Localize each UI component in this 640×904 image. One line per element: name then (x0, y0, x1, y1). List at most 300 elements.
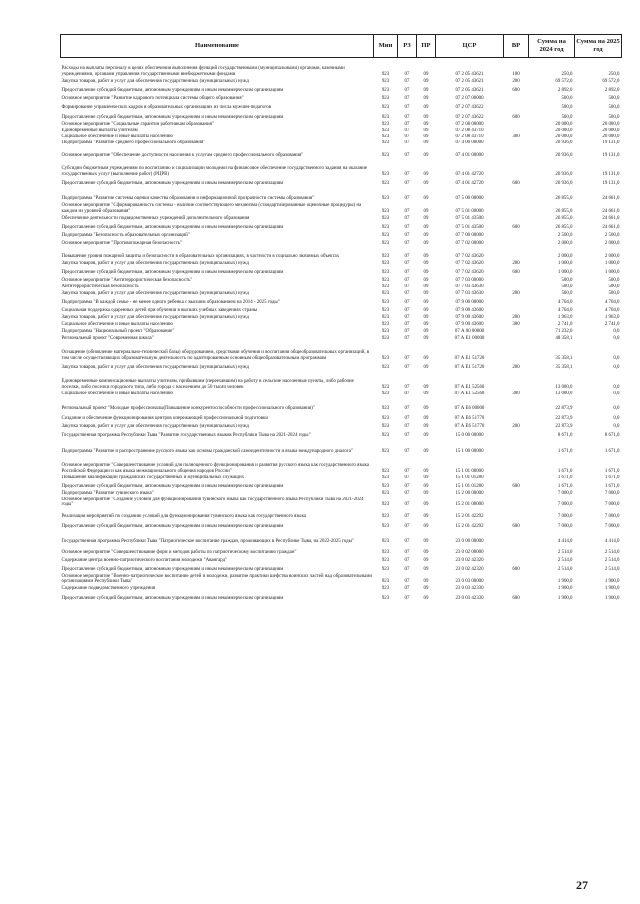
row-vr (504, 239, 529, 247)
row-sum-2024: 20 936,0 (555, 171, 573, 177)
header-csr: ЦСР (436, 35, 504, 58)
table-row (61, 397, 622, 412)
row-sum-2025: 4 704,0 (604, 307, 620, 313)
row-sum-2024: 1 900,0 (557, 596, 573, 602)
row-csr: 07 А 00 00000 (454, 328, 485, 334)
row-vr (504, 585, 529, 592)
row-csr: 07 7 03 43630 (455, 290, 484, 296)
row-vr (504, 335, 529, 342)
row-min: 923 (381, 240, 390, 246)
row-rz: 07 (404, 71, 410, 77)
table-row (61, 159, 622, 178)
row-rz: 07 (404, 95, 410, 101)
row-pr: 09 (423, 208, 429, 214)
row-csr: 07 7 02 43620 (455, 253, 484, 259)
row-sum-2024: 22 873,9 (555, 405, 573, 411)
row-sum-2024: 20 000,0 (555, 133, 573, 139)
row-csr: 07 4 01 00000 (455, 152, 484, 158)
row-sum-2025: 1 963,0 (604, 314, 620, 320)
row-rz: 07 (404, 539, 410, 545)
row-vr (504, 497, 529, 508)
row-sum-2025: 24 661,0 (602, 224, 620, 230)
row-min: 923 (381, 215, 390, 221)
table-row (61, 260, 622, 267)
row-rz: 07 (404, 133, 410, 139)
row-vr (504, 342, 529, 362)
row-csr: 07 А Е1 00000 (454, 335, 485, 341)
row-name: Закупка товаров, работ и услуг для обеспечения государственных (муниципальных) нужд (61, 423, 249, 429)
row-name: Основное мероприятие "Совершенствование условий для полноценного функционирования и развития русского языка как государственного языка Российской Федерации и как языка межнационального общения народов России" (61, 463, 369, 474)
row-sum-2025: 24 661,0 (602, 215, 620, 221)
row-name: Предоставление субсидий бюджетным, автономным учреждениям и иным некоммерческим организациям (61, 269, 284, 275)
table-row (61, 564, 622, 573)
row-csr: 23 0 03 00000 (455, 579, 484, 585)
row-sum-2025: 4 414,0 (604, 539, 620, 545)
row-pr: 09 (423, 127, 429, 133)
row-csr: 07 А Е6 51770 (454, 415, 485, 421)
row-csr: 23 0 02 00000 (455, 550, 484, 556)
row-sum-2024: 2 892,0 (557, 87, 573, 93)
table-row (61, 556, 622, 564)
row-rz: 07 (404, 127, 410, 133)
table-row (61, 439, 622, 455)
row-min: 923 (381, 423, 390, 429)
row-sum-2024: 1 000,0 (557, 260, 573, 266)
row-min: 923 (381, 307, 390, 313)
row-csr: 15 1 01 01280 (455, 483, 484, 489)
row-pr: 09 (423, 224, 429, 230)
row-pr: 09 (423, 490, 429, 496)
row-vr (504, 215, 529, 222)
row-sum-2024: 26 855,0 (555, 224, 573, 230)
row-min: 923 (381, 139, 390, 145)
header-vr: ВР (504, 35, 529, 58)
header-pr: ПР (417, 35, 436, 58)
row-sum-2025: 2 000,0 (604, 253, 620, 259)
row-name: Формирование управленческих кадров в образовательных организациях из числа мужчин-педагогов (61, 104, 272, 110)
row-sum-2025: 0,0 (613, 384, 620, 390)
row-vr (504, 530, 529, 545)
row-vr: 200 (512, 290, 520, 296)
row-name: Предоставление субсидий бюджетным, автономным учреждениям и иным некоммерческим организациям (61, 224, 284, 230)
table-row (61, 85, 622, 94)
header-rz: РЗ (398, 35, 417, 58)
row-vr (504, 94, 529, 102)
row-vr: 600 (512, 224, 520, 230)
table-row (61, 290, 622, 297)
row-vr (504, 276, 529, 284)
table-row (61, 178, 622, 187)
table-row (61, 362, 622, 371)
row-sum-2024: 1 900,0 (557, 586, 573, 592)
row-sum-2024: 7 000,0 (557, 502, 573, 508)
row-name: Содержание подведомственного учреждения (61, 586, 156, 592)
row-rz: 07 (404, 483, 410, 489)
row-vr (504, 455, 529, 475)
row-sum-2024: 1 671,0 (557, 468, 573, 474)
row-vr: 600 (512, 87, 520, 93)
row-csr: 15 2 01 42292 (455, 514, 484, 520)
row-vr: 200 (512, 364, 520, 370)
row-sum-2025: 69 572,0 (602, 78, 620, 84)
row-sum-2025: 19 131,0 (602, 152, 620, 158)
row-pr: 09 (423, 384, 429, 390)
row-csr: 07 2 05 43621 (455, 78, 484, 84)
row-rz: 07 (404, 384, 410, 390)
table-row (61, 328, 622, 335)
row-rz: 07 (404, 195, 410, 201)
row-vr (504, 545, 529, 556)
table-row (61, 111, 622, 121)
header-min: Мин (374, 35, 398, 58)
table-row (61, 530, 622, 545)
row-name: Основное мероприятие "Противопожарная безопасность" (61, 240, 183, 246)
row-sum-2025: 500,0 (608, 104, 620, 110)
row-csr: 07 А Е1 51720 (454, 364, 485, 370)
row-min: 923 (381, 71, 390, 77)
row-name: Субсидии бюджетным учреждениям по воспитанию и социализации молодежи на финансовое обеспечение государственного задания на оказание государственных услуг (выполнение работ) (РЦРВ) (61, 166, 368, 177)
row-sum-2024: 26 855,0 (555, 215, 573, 221)
row-sum-2024: 69 572,0 (555, 78, 573, 84)
row-sum-2024: 2 514,0 (557, 558, 573, 564)
row-pr: 09 (423, 364, 429, 370)
row-min: 923 (381, 180, 390, 186)
row-sum-2024: 7 000,0 (557, 490, 573, 496)
row-name: Государственная программа Республики Тыва "Развитие государственных языков Республики Тыва на 2021-2024 годы" (61, 432, 311, 438)
row-min: 923 (381, 586, 390, 592)
row-rz: 07 (404, 502, 410, 508)
row-pr: 09 (423, 121, 429, 127)
row-rz: 07 (404, 152, 410, 158)
row-csr: 07 2 05 43621 (455, 71, 484, 77)
budget-table (60, 34, 622, 602)
row-rz: 07 (404, 180, 410, 186)
row-csr: 07 4 00 00000 (455, 139, 484, 145)
row-sum-2024: 20 000,0 (555, 127, 573, 133)
row-rz: 07 (404, 390, 410, 396)
row-sum-2024: 7 000,0 (557, 524, 573, 530)
table-row (61, 455, 622, 475)
row-csr: 07 А Е6 00000 (454, 405, 485, 411)
row-vr (504, 412, 529, 422)
row-csr: 07 7 03 00000 (455, 277, 484, 283)
row-vr: 200 (512, 260, 520, 266)
row-name: Обеспечение деятельности подведомственных учреждений дополнительного образования (61, 215, 250, 221)
row-sum-2024: 20 936,0 (555, 139, 573, 145)
row-rz: 07 (404, 524, 410, 530)
row-csr: 15 1 01 00000 (455, 468, 484, 474)
table-row (61, 545, 622, 556)
row-vr: 300 (512, 321, 520, 327)
row-sum-2025: 1 000,0 (604, 269, 620, 275)
row-vr (504, 556, 529, 564)
row-min: 923 (381, 283, 390, 289)
row-rz: 07 (404, 78, 410, 84)
row-sum-2025: 0,0 (613, 423, 620, 429)
header-name: Наименование (61, 35, 374, 58)
row-name: Предоставление субсидий бюджетным, автономным учреждениям и иным некоммерческим организациям (61, 483, 284, 489)
row-pr: 09 (423, 502, 429, 508)
row-pr: 09 (423, 335, 429, 341)
row-pr: 09 (423, 260, 429, 266)
row-pr: 09 (423, 253, 429, 259)
row-name: Подпрограмма "Развитие среднего профессионального образования" (61, 139, 206, 145)
row-rz: 07 (404, 405, 410, 411)
row-vr (504, 573, 529, 585)
row-sum-2024: 500,0 (561, 114, 573, 120)
row-rz: 07 (404, 448, 410, 454)
row-vr (504, 231, 529, 239)
row-pr: 09 (423, 432, 429, 438)
row-name: Закупка товаров, работ и услуг для обеспечения государственных (муниципальных) нужд (61, 260, 249, 266)
row-min: 923 (381, 314, 390, 320)
header-sum-2024: Сумма на 2024 год (529, 35, 575, 58)
row-rz: 07 (404, 558, 410, 564)
row-min: 923 (381, 405, 390, 411)
row-name: Региональный проект "Молодые профессионалы(Повышение конкурентоспособности профессионального образования)" (61, 405, 315, 411)
table-row (61, 239, 622, 247)
table-row (61, 430, 622, 439)
row-sum-2024: 20 000,0 (555, 121, 573, 127)
row-sum-2024: 500,0 (561, 277, 573, 283)
row-sum-2024: 20 936,0 (555, 152, 573, 158)
row-pr: 09 (423, 71, 429, 77)
table-header-row (61, 35, 622, 58)
row-name: Предоставление субсидий бюджетным, автономным учреждениям и иным некоммерческим организациям (61, 596, 284, 602)
row-name: Основное мероприятие "Сформированность системы - наличие соответствующего механизма (стандартизированные оценочные процедуры) на каждом из уровней образования" (61, 203, 362, 214)
row-csr: 23 0 03 42330 (455, 586, 484, 592)
row-vr (504, 371, 529, 391)
row-pr: 09 (423, 139, 429, 145)
row-csr: 23 0 00 00000 (455, 539, 484, 545)
row-pr: 09 (423, 133, 429, 139)
table-row (61, 297, 622, 306)
row-min: 923 (381, 171, 390, 177)
row-min: 923 (381, 78, 390, 84)
row-pr: 09 (423, 390, 429, 396)
row-rz: 07 (404, 514, 410, 520)
row-pr: 09 (423, 328, 429, 334)
row-pr: 09 (423, 558, 429, 564)
row-pr: 09 (423, 550, 429, 556)
table-body (61, 58, 622, 602)
row-sum-2025: 500,0 (608, 277, 620, 283)
row-sum-2024: 20 936,0 (555, 180, 573, 186)
row-min: 923 (381, 468, 390, 474)
row-rz: 07 (404, 586, 410, 592)
row-sum-2024: 8 671,0 (557, 432, 573, 438)
row-pr: 09 (423, 314, 429, 320)
row-csr: 07 2 07 43622 (455, 114, 484, 120)
row-sum-2025: 20 000,0 (602, 121, 620, 127)
row-min: 923 (381, 299, 390, 305)
row-name: Основное мероприятие "Социальные гарантии работникам образования" (61, 121, 214, 127)
row-vr (504, 297, 529, 306)
row-csr: 15 1 00 00000 (455, 448, 484, 454)
row-sum-2025: 0,0 (613, 390, 620, 396)
row-min: 923 (381, 355, 390, 361)
row-pr: 09 (423, 405, 429, 411)
row-sum-2024: 13 000,0 (555, 384, 573, 390)
row-sum-2024: 2 514,0 (557, 567, 573, 573)
row-name: Подпрограмма "Развитие тувинского языка" (61, 490, 154, 496)
row-vr (504, 247, 529, 260)
row-rz: 07 (404, 579, 410, 585)
row-sum-2024: 13 000,0 (555, 390, 573, 396)
row-sum-2025: 7 000,0 (604, 514, 620, 520)
row-sum-2024: 2 000,0 (557, 253, 573, 259)
row-name: Антитеррористическая безопасность (61, 283, 139, 289)
row-sum-2025: 1 900,0 (604, 596, 620, 602)
row-min: 923 (381, 290, 390, 296)
row-name: Основное мероприятие "Обеспечение доступности населения к услугам среднего профессионального образования" (61, 152, 304, 158)
row-rz: 07 (404, 364, 410, 370)
table-row (61, 202, 622, 215)
row-pr: 09 (423, 468, 429, 474)
row-sum-2024: 2 741,0 (557, 321, 573, 327)
row-rz: 07 (404, 260, 410, 266)
row-min: 923 (381, 596, 390, 602)
row-sum-2025: 0,0 (613, 328, 620, 334)
row-min: 923 (381, 121, 390, 127)
row-rz: 07 (404, 283, 410, 289)
row-rz: 07 (404, 355, 410, 361)
row-sum-2024: 500,0 (561, 290, 573, 296)
row-csr: 07 А Е1 51720 (454, 355, 485, 361)
table-row (61, 94, 622, 102)
row-sum-2024: 500,0 (561, 104, 573, 110)
row-name: Подпрограмма "Безопасность образовательных организаций" (61, 232, 190, 238)
row-pr: 09 (423, 195, 429, 201)
row-rz: 07 (404, 490, 410, 496)
row-vr (504, 102, 529, 111)
row-pr: 09 (423, 232, 429, 238)
row-sum-2024: 71 232,0 (555, 328, 573, 334)
row-sum-2025: 24 661,0 (602, 208, 620, 214)
row-pr: 09 (423, 567, 429, 573)
row-sum-2024: 26 855,0 (555, 195, 573, 201)
row-vr (504, 508, 529, 520)
table-row (61, 215, 622, 222)
row-pr: 09 (423, 152, 429, 158)
row-sum-2024: 1 000,0 (557, 269, 573, 275)
row-sum-2025: 2 514,0 (604, 567, 620, 573)
row-min: 923 (381, 432, 390, 438)
row-min: 923 (381, 474, 390, 480)
row-pr: 09 (423, 586, 429, 592)
row-sum-2024: 1 671,0 (557, 474, 573, 480)
row-name: Закупка товаров, работ и услуг для обеспечения государственных (муниципальных) нужд (61, 290, 249, 296)
row-name: Подпрограмма "В каждой семье - не менее одного ребенка с высшим образованием на 2014 - 2025 годы" (61, 299, 280, 305)
row-sum-2024: 35 358,1 (555, 364, 573, 370)
row-min: 923 (381, 253, 390, 259)
row-pr: 09 (423, 415, 429, 421)
row-sum-2024: 1 963,0 (557, 314, 573, 320)
row-rz: 07 (404, 550, 410, 556)
row-csr: 07 5 01 00000 (455, 208, 484, 214)
row-min: 923 (381, 448, 390, 454)
row-vr: 600 (512, 483, 520, 489)
row-vr: 300 (512, 390, 520, 396)
row-vr: 600 (512, 524, 520, 530)
row-sum-2025: 1 900,0 (604, 579, 620, 585)
row-sum-2025: 24 661,0 (602, 195, 620, 201)
table-row (61, 481, 622, 490)
row-sum-2024: 35 358,1 (555, 355, 573, 361)
row-name: Региональный проект "Современная школа" (61, 335, 154, 341)
row-pr: 09 (423, 423, 429, 429)
row-csr: 07 7 02 43620 (455, 269, 484, 275)
row-vr: 200 (512, 78, 520, 84)
row-pr: 09 (423, 277, 429, 283)
row-rz: 07 (404, 215, 410, 221)
row-rz: 07 (404, 290, 410, 296)
row-rz: 07 (404, 314, 410, 320)
row-min: 923 (381, 224, 390, 230)
row-sum-2025: 2 000,0 (604, 240, 620, 246)
row-sum-2024: 2 000,0 (557, 240, 573, 246)
row-rz: 07 (404, 224, 410, 230)
row-sum-2024: 4 414,0 (557, 539, 573, 545)
row-name: Закупка товаров, работ и услуг для обеспечения государственных (муниципальных) нужд (61, 78, 249, 84)
row-name: Основное мероприятие "Совершенствование форм и методов работы по патриотическому воспитанию граждан" (61, 550, 297, 556)
row-csr: 23 0 02 42320 (455, 558, 484, 564)
row-rz: 07 (404, 139, 410, 145)
row-vr (504, 146, 529, 159)
row-name: Закупка товаров, работ и услуг для обеспечения государственных (муниципальных) нужд (61, 364, 249, 370)
table-row (61, 592, 622, 602)
budget-table-page (60, 34, 621, 602)
row-csr: 07 7 02 43620 (455, 260, 484, 266)
row-min: 923 (381, 390, 390, 396)
row-csr: 07 5 00 00000 (455, 195, 484, 201)
row-sum-2025: 8 671,0 (604, 432, 620, 438)
row-vr (504, 202, 529, 215)
table-row (61, 412, 622, 422)
row-csr: 15 2 01 42292 (455, 524, 484, 530)
row-sum-2025: 2 892,0 (604, 87, 620, 93)
row-name: Социальное обеспечение и иные выплаты населению (61, 133, 173, 139)
row-sum-2025: 500,0 (608, 290, 620, 296)
row-pr: 09 (423, 514, 429, 520)
row-sum-2025: 2 741,0 (604, 321, 620, 327)
table-row (61, 490, 622, 497)
row-min: 923 (381, 335, 390, 341)
row-csr: 07 9 00 43600 (455, 307, 484, 313)
row-pr: 09 (423, 483, 429, 489)
row-csr: 23 0 02 42320 (455, 567, 484, 573)
table-row (61, 102, 622, 111)
row-pr: 09 (423, 95, 429, 101)
table-row (61, 422, 622, 430)
row-name: Единовременные выплаты учителям (61, 127, 138, 133)
row-vr (504, 430, 529, 439)
row-vr: 200 (512, 423, 520, 429)
row-pr: 09 (423, 474, 429, 480)
row-sum-2025: 1 671,0 (604, 483, 620, 489)
row-sum-2025: 7 000,0 (604, 490, 620, 496)
table-row (61, 371, 622, 391)
row-csr: 15 2 00 00000 (455, 490, 484, 496)
row-sum-2025: 1 000,0 (604, 260, 620, 266)
row-vr: 600 (512, 596, 520, 602)
row-csr: 07 7 00 00000 (455, 232, 484, 238)
row-min: 923 (381, 502, 390, 508)
row-name: Создание и обеспечение функционирования центров опережающей профессиональной подготовки (61, 415, 268, 421)
row-sum-2024: 7 000,0 (557, 514, 573, 520)
row-csr: 07 2 05 43621 (455, 87, 484, 93)
row-sum-2025: 4 704,0 (604, 299, 620, 305)
